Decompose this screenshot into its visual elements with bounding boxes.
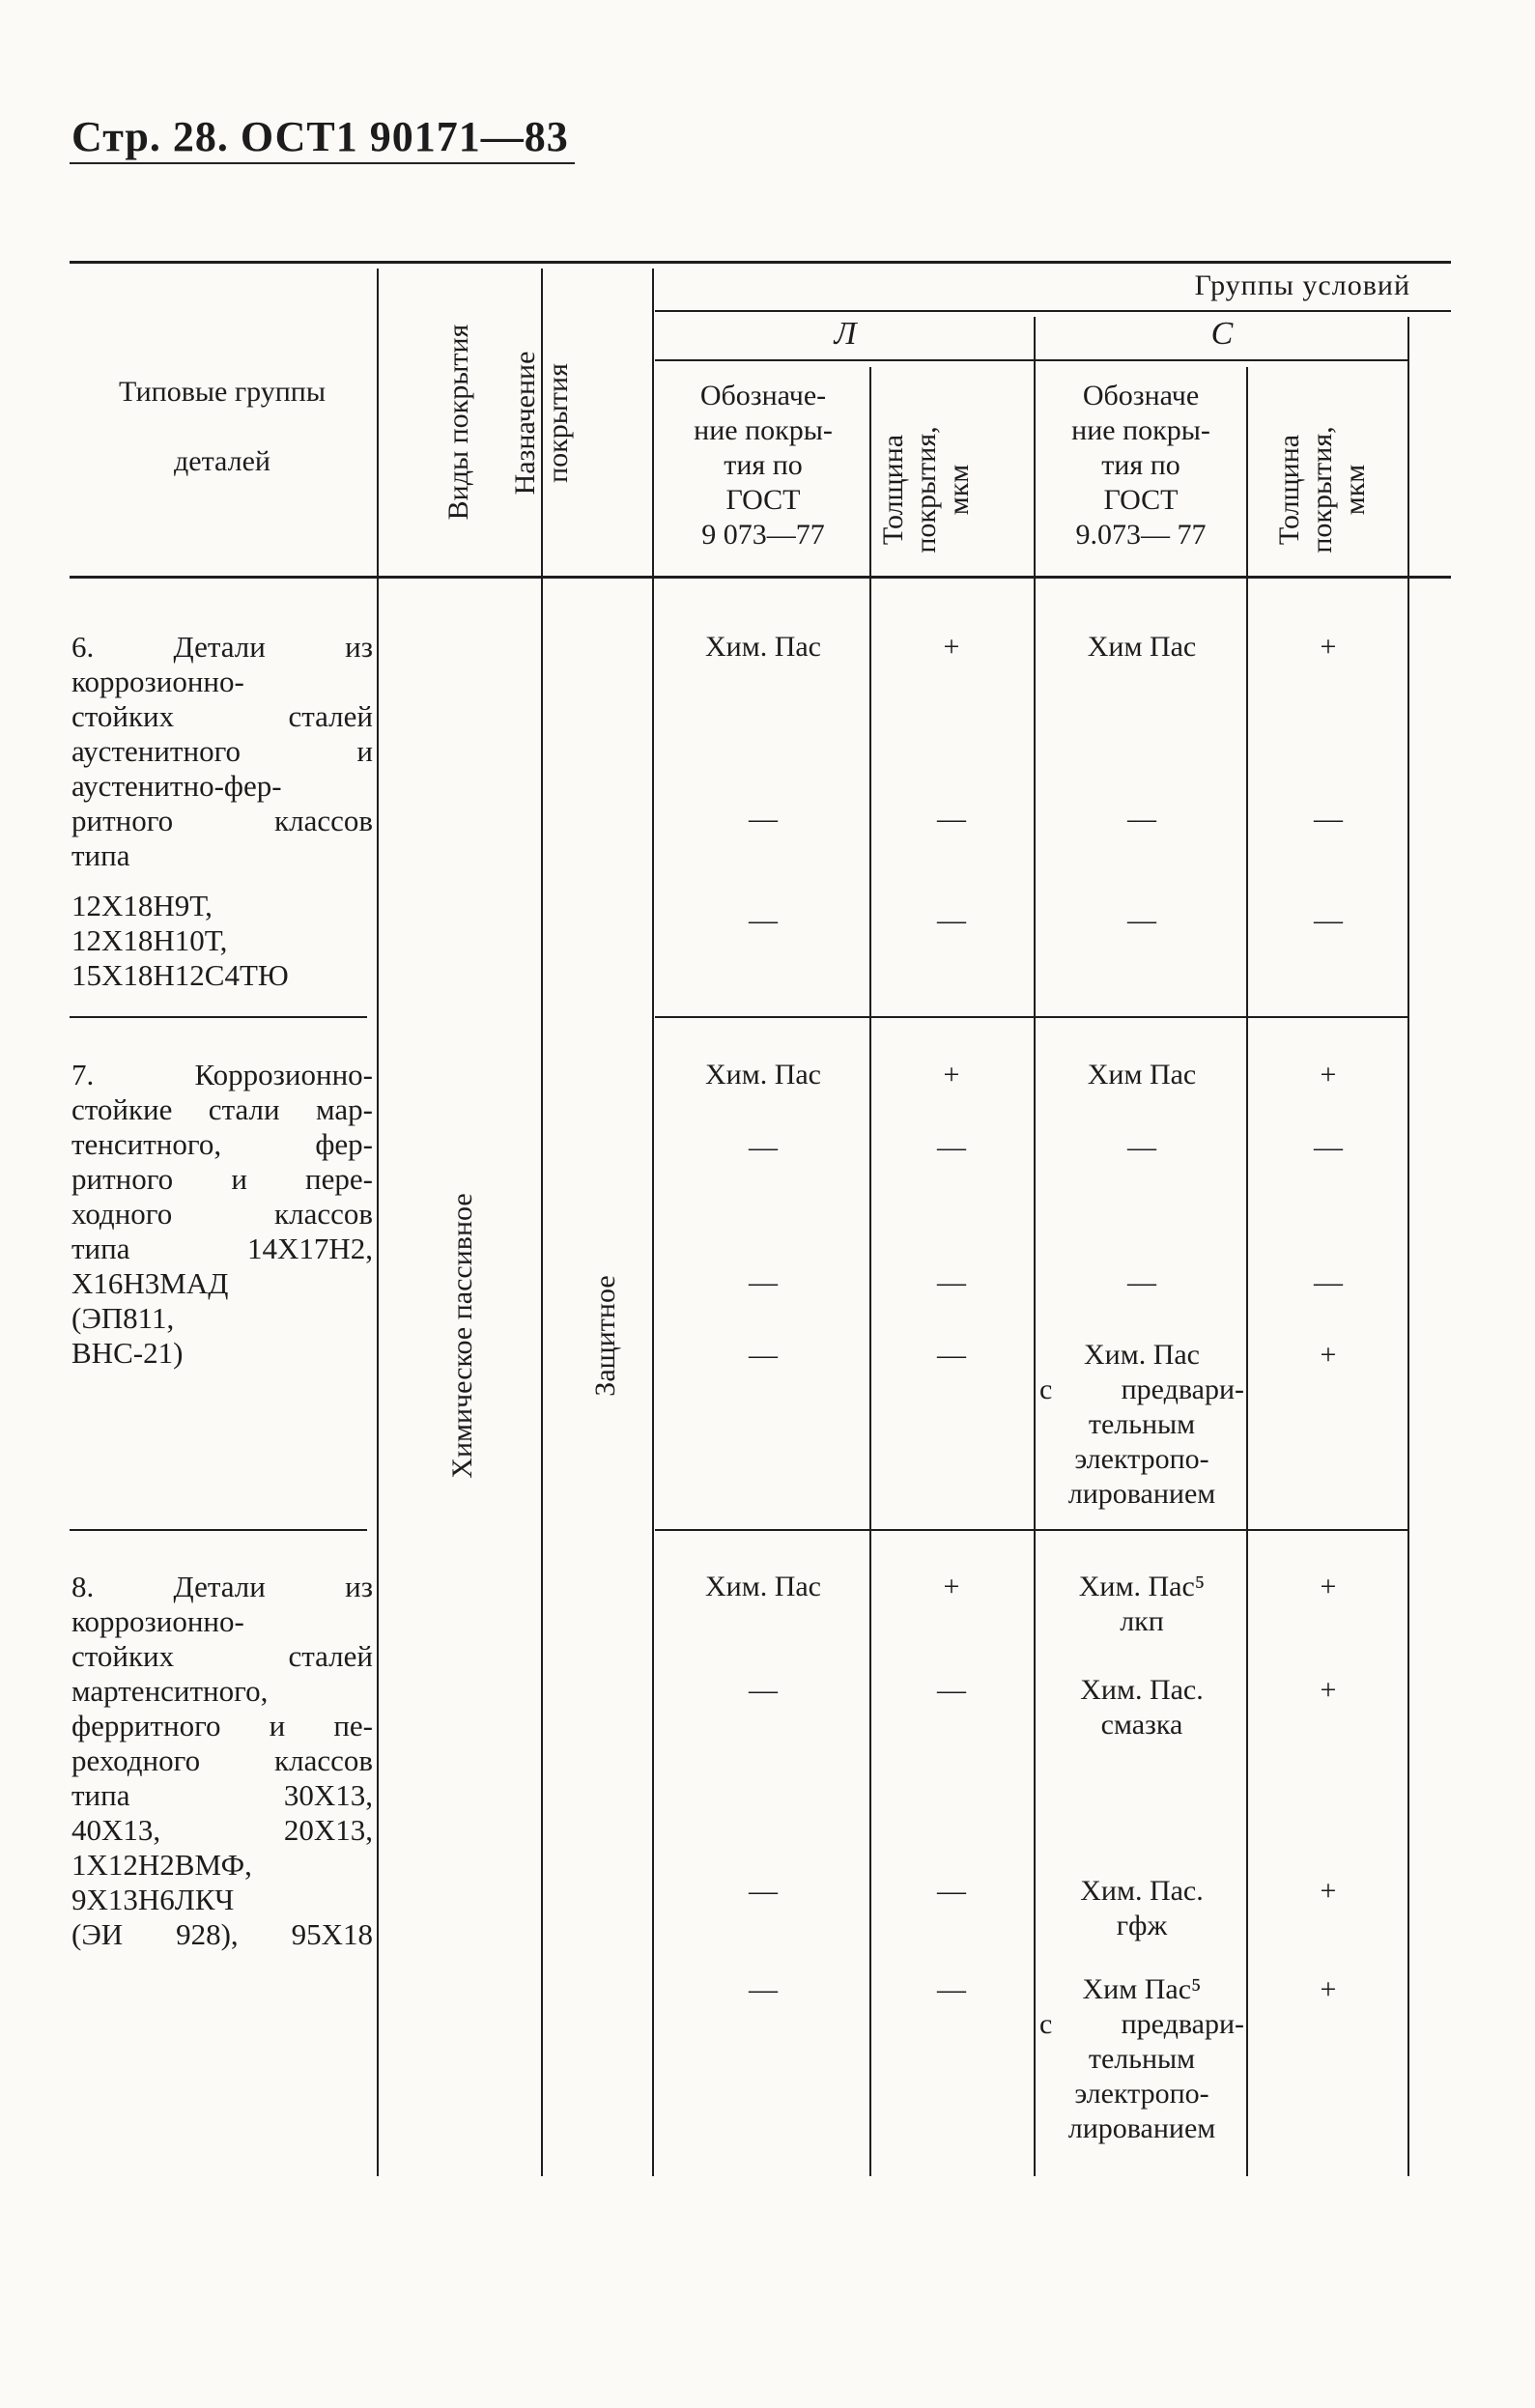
cell-l-th: — (937, 1131, 966, 1163)
col-divider-right (1407, 317, 1409, 2176)
cell-line: лкп (1120, 1605, 1164, 1637)
cell-line: тельным (1088, 1408, 1196, 1440)
description-line: аустенитно-фер- (71, 769, 282, 803)
cell-l-th: — (937, 803, 966, 835)
description-line: 9Х13Н6ЛКЧ (71, 1883, 235, 1916)
description-line: 40Х13, 20Х13, (71, 1813, 373, 1847)
cell-l-des: Хим. Пас (705, 1571, 821, 1602)
steel-grade: 12Х18Н9Т, (71, 889, 213, 922)
designation-S-line: Обозначе (1082, 380, 1200, 411)
row-7-description (71, 1058, 373, 1371)
merged-purpose: Защитное (589, 1275, 621, 1397)
cell-s-des (1039, 1570, 1244, 1639)
description-line: 7. Коррозионно- (71, 1058, 373, 1091)
cell-s-des (1039, 1338, 1244, 1512)
description-line: (ЭИ 928), 95Х18 (71, 1917, 373, 1951)
cell-s-th: + (1320, 1674, 1337, 1706)
cell-line: Хим. Пас (1084, 1339, 1200, 1371)
cell-line: с предвари- (1039, 2008, 1244, 2040)
description-line: коррозионно- (71, 665, 244, 698)
description-line: 8. Детали из (71, 1570, 373, 1603)
cell-s-th: + (1320, 1059, 1337, 1091)
cell-l-th: — (937, 904, 966, 936)
description-line: 6. Детали из (71, 630, 373, 664)
cell-line: лированием (1067, 2112, 1216, 2144)
header-group-L: Л (834, 316, 857, 352)
cell-line: смазка (1100, 1709, 1183, 1741)
thickness-L-line: покрытия, (910, 426, 942, 553)
cell-line: Хим. Пас⁵ (1078, 1571, 1206, 1602)
header-underline (70, 162, 575, 164)
cell-s-des: Хим Пас (1087, 631, 1197, 663)
description-line: стойких сталей (71, 1639, 373, 1673)
thickness-S-line: мкм (1339, 464, 1371, 516)
header-purpose (509, 341, 577, 505)
cell-l-des: — (749, 1266, 778, 1298)
header-thickness-S (1273, 393, 1374, 586)
cell-l-th: + (943, 1059, 960, 1091)
cell-s-des (1039, 1874, 1244, 1943)
cell-l-des: — (749, 1973, 778, 2005)
header-designation-S (1039, 379, 1242, 552)
row-separator-7-8-left (70, 1529, 367, 1531)
table-top-rule (70, 261, 1451, 264)
header-coating-types: Виды покрытия (442, 324, 474, 521)
description-line: ферритного и пе- (71, 1709, 373, 1742)
cell-s-des (1039, 1673, 1244, 1742)
description-line: ритного и пере- (71, 1162, 373, 1196)
steel-grade: 12Х18Н10Т, (71, 923, 228, 957)
cell-s-th: + (1320, 1571, 1337, 1602)
cell-line: тельным (1088, 2043, 1196, 2075)
description-line: мартенситного, (71, 1674, 269, 1708)
thickness-S-line: покрытия, (1306, 426, 1338, 553)
row-separator-7-8-right (655, 1529, 1408, 1531)
cell-s-des: Хим Пас (1087, 1059, 1197, 1091)
description-line: ходного классов (71, 1197, 373, 1231)
cell-s-des: — (1127, 904, 1156, 936)
col-divider-groups (377, 269, 379, 2176)
cell-l-des: — (749, 1875, 778, 1907)
cell-s-th: — (1314, 904, 1343, 936)
cell-l-th: — (937, 1973, 966, 2005)
cell-line: гфж (1116, 1910, 1168, 1941)
cell-l-des: Хим. Пас (705, 631, 821, 663)
description-line: типа (71, 838, 130, 872)
header-group-S: С (1210, 316, 1234, 352)
col-divider-types (541, 269, 543, 2176)
description-line: стойких сталей (71, 699, 373, 733)
cell-l-th: — (937, 1339, 966, 1371)
cell-l-des: — (749, 904, 778, 936)
designation-S-line: 9.073— 77 (1075, 519, 1207, 551)
description-line: ритного классов (71, 804, 373, 837)
designation-L-line: Обозначе- (699, 380, 827, 411)
description-line: Х16Н3МАД (71, 1266, 229, 1300)
group-letter-rule (655, 359, 1408, 361)
designation-L-line: тия по (724, 449, 803, 481)
designation-L-line: ГОСТ (725, 484, 801, 516)
thickness-L-line: мкм (943, 464, 975, 516)
cell-s-th: + (1320, 1973, 1337, 2005)
table-header-bottom-rule (70, 576, 1451, 579)
col-divider-L-thickness (869, 367, 871, 2176)
cell-line: с предвари- (1039, 1374, 1244, 1405)
cell-l-th: — (937, 1674, 966, 1706)
description-line: типа 30Х13, (71, 1778, 373, 1812)
description-line: 1Х12Н2ВМФ, (71, 1848, 252, 1882)
thickness-S-line: Толщина (1273, 434, 1305, 546)
cell-l-th: — (937, 1875, 966, 1907)
page-header: Стр. 28. ОСТ1 90171—83 (71, 113, 569, 160)
col-divider-L-S (1034, 317, 1036, 2176)
description-line: аустенитного и (71, 734, 373, 768)
description-line: тенситного, фер- (71, 1127, 373, 1161)
cell-l-des: — (749, 1674, 778, 1706)
header-thickness-L (877, 393, 978, 586)
cell-s-th: — (1314, 1266, 1343, 1298)
header-purpose-line2: покрытия (542, 363, 574, 483)
cell-line: электропо- (1074, 1443, 1209, 1475)
cell-s-th: — (1314, 803, 1343, 835)
cell-line: электропо- (1074, 2078, 1209, 2110)
description-line: ВНС-21) (71, 1336, 184, 1370)
header-typical-groups: Типовые группы деталей (119, 376, 326, 477)
designation-S-line: тия по (1101, 449, 1180, 481)
cell-line: Хим. Пас. (1080, 1875, 1204, 1907)
description-line: типа 14Х17Н2, (71, 1232, 373, 1265)
cell-l-des: — (749, 1131, 778, 1163)
description-line: реходного классов (71, 1743, 373, 1777)
row-6-description (71, 630, 373, 873)
designation-L-line: ние покры- (694, 414, 833, 446)
cell-line: Хим. Пас. (1080, 1674, 1204, 1706)
cell-s-th: + (1320, 1875, 1337, 1907)
cell-s-des (1039, 1972, 1244, 2146)
cell-l-th: + (943, 1571, 960, 1602)
col-divider-S-thickness (1246, 367, 1248, 2176)
groups-title-rule (655, 310, 1451, 312)
cell-l-des: — (749, 803, 778, 835)
header-purpose-line1: Назначение (509, 351, 541, 496)
thickness-L-line: Толщина (877, 434, 909, 546)
row-6-steel-grades (71, 889, 373, 993)
cell-s-th: + (1320, 631, 1337, 663)
cell-l-des: Хим. Пас (705, 1059, 821, 1091)
designation-S-line: ние покры- (1071, 414, 1210, 446)
header-groups-title: Группы условий (1194, 269, 1410, 301)
col-divider-purpose (652, 269, 654, 2176)
description-line: стойкие стали мар- (71, 1092, 373, 1126)
cell-s-des: — (1127, 803, 1156, 835)
merged-coating-type: Химическое пассивное (446, 1193, 478, 1479)
designation-L-line: 9 073—77 (701, 519, 825, 551)
header-designation-L (662, 379, 865, 552)
cell-l-th: + (943, 631, 960, 663)
cell-s-des: — (1127, 1131, 1156, 1163)
cell-line: лированием (1067, 1478, 1216, 1510)
row-separator-6-7-right (655, 1016, 1408, 1018)
cell-s-th: — (1314, 1131, 1343, 1163)
row-separator-6-7-left (70, 1016, 367, 1018)
steel-grade: 15Х18Н12С4ТЮ (71, 958, 289, 992)
cell-s-th: + (1320, 1339, 1337, 1371)
cell-line: Хим Пас⁵ (1082, 1973, 1202, 2005)
cell-l-th: — (937, 1266, 966, 1298)
cell-s-des: — (1127, 1266, 1156, 1298)
designation-S-line: ГОСТ (1103, 484, 1179, 516)
cell-l-des: — (749, 1339, 778, 1371)
description-line: (ЭП811, (71, 1301, 175, 1335)
description-line: коррозионно- (71, 1604, 244, 1638)
row-8-description (71, 1570, 373, 1952)
